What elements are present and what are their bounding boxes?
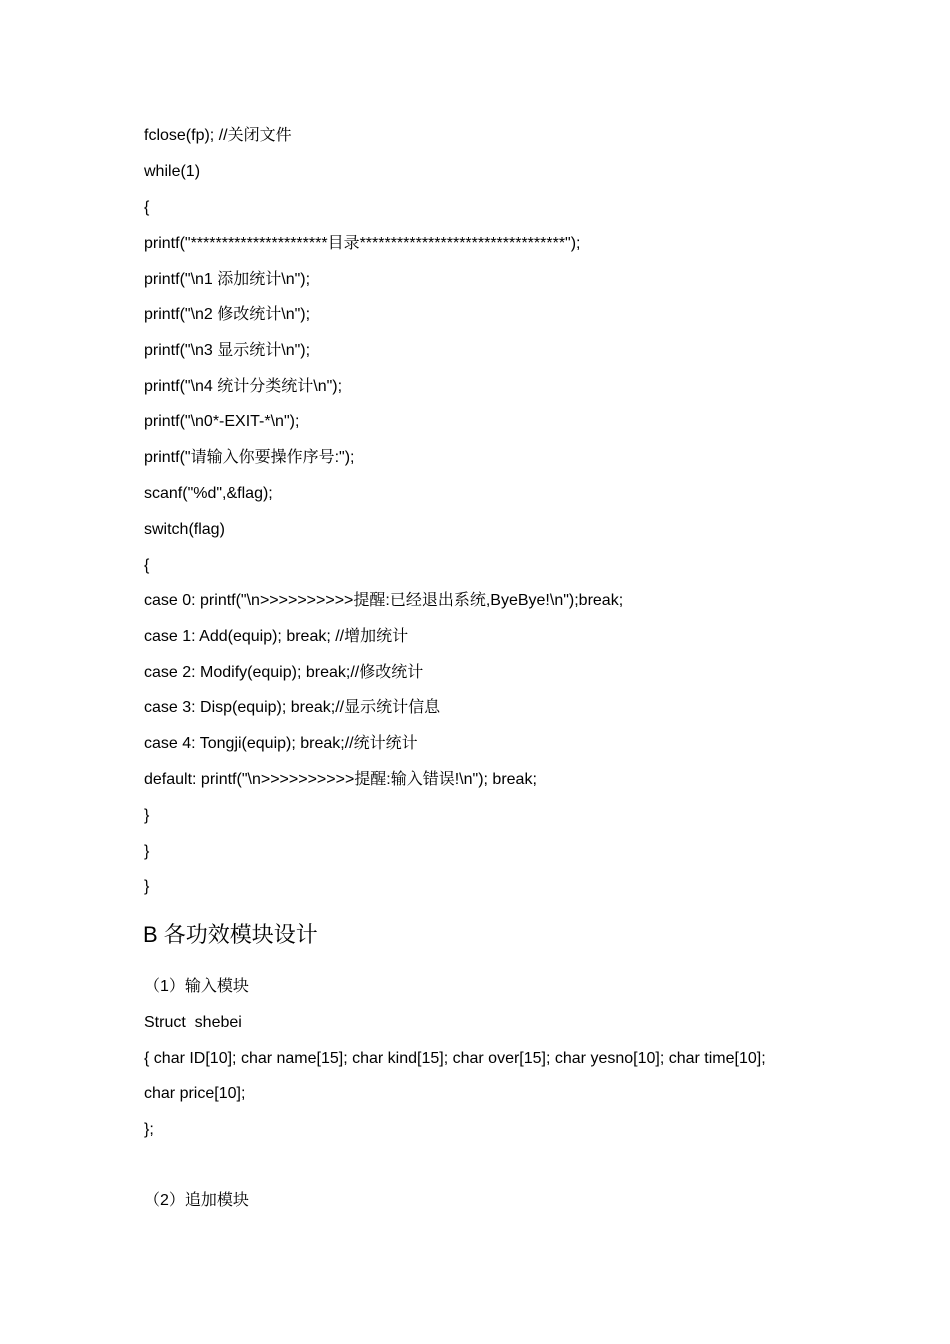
code-line: scanf("%d",&flag);	[144, 485, 273, 502]
code-line: switch(flag)	[144, 521, 225, 538]
code-line: printf("\n0*-EXIT-*\n");	[144, 413, 300, 430]
code-line: case 0: printf("\n>>>>>>>>>>提醒:已经退出系统,ByeBye!\n");break;	[144, 592, 624, 609]
code-line: while(1)	[144, 163, 201, 180]
section-heading: B 各功效模块设计	[143, 922, 318, 947]
code-line: fclose(fp); //关闭文件	[144, 127, 292, 144]
code-line: case 2: Modify(equip); break;//修改统计	[144, 664, 424, 681]
code-line: Struct shebei	[144, 1014, 242, 1031]
code-line: { char ID[10]; char name[15]; char kind[15]; char over[15]; char yesno[10]; char time[10];	[144, 1050, 766, 1067]
code-line: case 4: Tongji(equip); break;//统计统计	[144, 735, 418, 752]
code-line: case 1: Add(equip); break; //增加统计	[144, 628, 409, 645]
code-line: {	[144, 199, 150, 216]
code-line: printf("\n3 显示统计\n");	[144, 342, 311, 359]
code-line: }	[144, 807, 150, 824]
code-line: printf("\n1 添加统计\n");	[144, 271, 311, 288]
code-line: printf("\n4 统计分类统计\n");	[144, 378, 343, 395]
code-line: };	[144, 1121, 154, 1138]
code-line: {	[144, 557, 150, 574]
code-line: default: printf("\n>>>>>>>>>>提醒:输入错误!\n"); break;	[144, 771, 537, 788]
code-line: printf("请输入你要操作序号:");	[144, 449, 355, 466]
code-line: }	[144, 843, 150, 860]
subsection-heading: （1）输入模块	[144, 978, 249, 995]
code-line: char price[10];	[144, 1085, 246, 1102]
code-line: printf("\n2 修改统计\n");	[144, 306, 311, 323]
subsection-heading: （2）追加模块	[144, 1192, 249, 1209]
code-line: case 3: Disp(equip); break;//显示统计信息	[144, 699, 441, 716]
code-line: printf("**********************目录*********************************");	[144, 235, 581, 252]
code-line: }	[144, 878, 150, 895]
